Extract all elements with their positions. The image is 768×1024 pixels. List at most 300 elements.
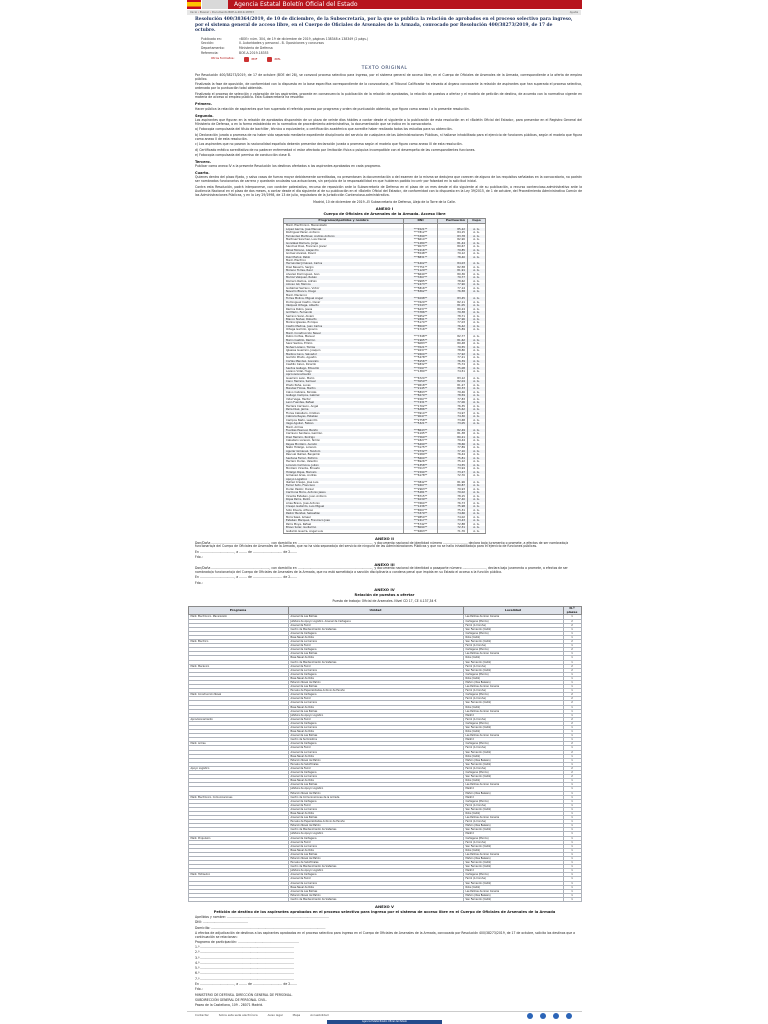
table-cell: 77,92 <box>438 353 468 356</box>
table-cell: 77,83 <box>438 398 468 401</box>
table-cell: Rota (Cádiz) <box>463 811 563 815</box>
table-cell: ***4358** <box>404 464 438 467</box>
table-cell: A. G. <box>468 276 486 279</box>
table-cell: Sanz Santos, Emilio <box>284 342 404 345</box>
table-cell: A. G. <box>468 301 486 304</box>
xml-link[interactable]: XML <box>267 57 280 62</box>
table-cell: ***9237** <box>404 349 438 352</box>
annex5-subtitle: Petición de destino de los aspirantes aprobados en el proceso selectivo para ingreso por el sistema de acceso libre en el Cuerpo de Oficiales de Arsenales de la Armada <box>213 909 556 914</box>
table-cell: González Romero, Jorge <box>284 242 404 245</box>
table-cell: A. G. <box>468 464 486 467</box>
table-cell: A. G. <box>468 432 486 435</box>
table-cell: Escuela de Especialidades Antonio de Escaño <box>288 820 463 824</box>
table-cell: ***7751** <box>404 266 438 269</box>
table-cell: Hidalgo Rojas, Marcelo <box>284 471 404 474</box>
table-cell: ***3914** <box>404 412 438 415</box>
table-cell: ***2963** <box>404 488 438 491</box>
table-cell: Base Naval de Rota <box>288 656 463 660</box>
table-cell: Vega Aguilar, Fabián <box>284 422 404 425</box>
footer-link[interactable]: Accesibilidad <box>310 1013 329 1017</box>
table-cell: Arsenal de Cartagena <box>288 873 463 877</box>
table-cell: Mant. Mecánico <box>188 664 288 668</box>
table-cell: Cartagena (Murcia) <box>463 799 563 803</box>
table-cell: San Fernando (Cádiz) <box>463 668 563 672</box>
annex5-title: ANEXO V <box>375 904 394 910</box>
table-cell: 1 <box>563 897 581 901</box>
table-cell: San Fernando (Cádiz) <box>463 775 563 779</box>
table-cell: A. G. <box>468 491 486 494</box>
table-cell: Cartagena (Murcia) <box>463 619 563 623</box>
table-cell: Centro de Comunicaciones de la Armada <box>288 795 463 799</box>
annex5-line: 5.º ............................................................................................... <box>195 966 294 971</box>
help-link[interactable]: Ayuda <box>569 9 578 14</box>
table-cell: 1 <box>563 705 581 709</box>
table-cell: Cartagena (Murcia) <box>463 693 563 697</box>
table-cell: Bravo Soler, Guillermo <box>284 526 404 529</box>
table-cell: ***5893** <box>404 391 438 394</box>
table-cell: Base Naval de Rota <box>288 730 463 734</box>
table-cell <box>188 897 288 901</box>
intro-paragraphs <box>187 74 582 101</box>
table-cell: A. G. <box>468 228 486 231</box>
section-paragraph: Quienes dentro del plazo fijado, y salvo casos de fuerza mayor debidamente acreditados, no presentasen la documentación o del examen de la misma se dedujera que carecen de alguno de los requisitos señalados en la convocatoria, no podrán ser nombrados funcionarios de carrera y quedarán anuladas sus actuaciones, sin perjuicio de la responsabilidad en que hubieran podido incurrir por falsedad en la solicitud inicial. <box>195 175 582 184</box>
table-cell: Castillo Calvo, Ricardo <box>284 363 404 366</box>
table-cell: Arsenal de Cartagena <box>288 799 463 803</box>
table-cell: 2 <box>563 648 581 652</box>
table-cell: 2 <box>563 766 581 770</box>
breadcrumb-separator: › <box>209 9 212 14</box>
footer-strip: Agencia Estatal Boletín Oficial del Estado <box>327 1020 442 1024</box>
table-cell: ***8094** <box>404 526 438 529</box>
table-cell: Caballero Lorenzo, Simón <box>284 439 404 442</box>
table-cell: Garrido Prieto, Agustín <box>284 356 404 359</box>
table-cell: 81,27 <box>438 384 468 387</box>
table-cell: A. G. <box>468 363 486 366</box>
table-cell: ***6386** <box>404 408 438 411</box>
table-cell: Prieto Peña, Lucas <box>284 384 404 387</box>
table-cell: 81,91 <box>438 269 468 272</box>
footer-link[interactable]: Contactar <box>195 1013 209 1017</box>
table-cell: 77,89 <box>438 446 468 449</box>
table-cell: Arsenal de La Carraca <box>288 701 463 705</box>
table-cell: ***2604** <box>404 353 438 356</box>
document-metadata <box>201 37 582 56</box>
facebook-icon[interactable] <box>540 1013 546 1019</box>
table-cell: ***4039** <box>404 498 438 501</box>
table-cell: 1 <box>563 734 581 738</box>
footer-link[interactable]: Aviso legal <box>267 1013 283 1017</box>
table-cell: 1 <box>563 893 581 897</box>
table-cell: A. G. <box>468 394 486 397</box>
annex3-line: Don/Doña ..........................................................., con domicilio en ............................................................................, y documento nacional de identidad o pasaporte número ........................, declara bajo juramento o promete, a efectos de ser nombrado/a funcionario/a del Cuerpo de Oficiales de Arsenales de la Armada, que no está sometido/a a sanción disciplinaria o condena penal que impida en su Estado el acceso a la función pública. <box>195 566 568 575</box>
table-cell: 2 <box>563 664 581 668</box>
table-cell: 71,76 <box>438 530 468 534</box>
annex5-line: MINISTERIO DE DEFENSA. DIRECCIÓN GENERAL DE PERSONAL. <box>195 992 293 997</box>
table-cell: Ibáñez Crespo, José Luis <box>284 481 404 484</box>
table-cell: Las Palmas de Gran Canaria <box>463 685 563 689</box>
annex5-line: 7.º ............................................................................................... <box>195 976 294 981</box>
annex4-caption: Puesto de trabajo: Oficial de Arsenales. Nivel CD 17, CE 4.137,34 € <box>332 599 437 604</box>
section-paragraph: Los aspirantes que figuran en la relación de aprobados dispondrán de un plazo de veinte días hábiles a contar desde el siguiente a la publicación de esta resolución en el «Boletín Oficial del Estado», para presentar en el Registro General del Ministerio de Defensa, o en la forma establecida en la normativa de procedimiento administrativo, la documentación que se indica en la convocatoria. <box>195 117 582 126</box>
table-cell: A. G. <box>468 283 486 286</box>
table-cell: Arsenal de La Carraca <box>288 726 463 730</box>
table-cell: 73,43 <box>438 519 468 522</box>
table-cell: ***5604** <box>404 457 438 460</box>
annex3-line: Fdo.: <box>195 580 203 585</box>
table-cell: 1 <box>563 754 581 758</box>
section-paragraph: e) Fotocopia compulsada del permiso de conducción clase B. <box>195 152 291 157</box>
table-cell: Rota (Cádiz) <box>463 730 563 734</box>
table-cell: ***5478** <box>404 356 438 359</box>
table-cell: A. G. <box>468 450 486 453</box>
metadata-key: Sección: <box>201 41 215 46</box>
table-cell: Pascual Ibáñez, Benjamín <box>284 453 404 456</box>
table-cell: 76,39 <box>438 360 468 363</box>
table-cell: 80,33 <box>438 387 468 390</box>
table-cell: ***3307** <box>404 276 438 279</box>
table-cell: Durán Pastor, Daniel <box>284 488 404 491</box>
annex3-body <box>187 567 582 585</box>
table-cell: A. G. <box>468 391 486 394</box>
table-cell: Arsenal de Las Palmas <box>288 652 463 656</box>
table-cell: Base Naval de Rota <box>288 754 463 758</box>
table-cell: 1 <box>563 881 581 885</box>
table-cell: 2 <box>563 742 581 746</box>
table-cell: Arsenal de Cartagena <box>288 631 463 635</box>
table-cell: Cano Herrera, Samuel <box>284 380 404 383</box>
breadcrumb-home[interactable]: Inicio <box>190 9 198 14</box>
table-cell: ***7560** <box>404 436 438 439</box>
table-cell: A. G. <box>468 335 486 338</box>
table-cell: 78,15 <box>438 495 468 498</box>
table-cell: 1 <box>563 730 581 734</box>
metadata-value: Ministerio de Defensa <box>239 45 273 50</box>
table-cell: ***6178** <box>404 474 438 477</box>
table-cell: 1 <box>563 885 581 889</box>
table-cell: ***6614** <box>404 238 438 241</box>
table-cell: 82,90 <box>438 238 468 241</box>
table-cell: 74,97 <box>438 412 468 415</box>
table-cell: 77,10 <box>438 450 468 453</box>
table-cell: A. G. <box>468 443 486 446</box>
annex5-line: SUBDIRECCIÓN GENERAL DE PERSONAL CIVIL. <box>195 997 267 1002</box>
table-cell: San Fernando (Cádiz) <box>463 627 563 631</box>
table-cell: 1 <box>563 820 581 824</box>
table-cell: 1 <box>563 758 581 762</box>
table-cell: Centro de Mantenimiento de Sistemas <box>288 865 463 869</box>
annex4-subtitle: Relación de puestos a ofertar <box>354 593 415 598</box>
table-cell: Mahón (Illes Balears) <box>463 791 563 795</box>
table-cell: Madrid <box>463 795 563 799</box>
table-cell: Hernández Jiménez, Carlos <box>284 262 404 265</box>
table-cell: A. G. <box>468 526 486 529</box>
xml-icon <box>267 57 272 62</box>
table-cell: Arsenal de Ferrol <box>288 877 463 881</box>
table-cell: Flores Caballero, Cristian <box>284 412 404 415</box>
twitter-icon[interactable] <box>527 1013 533 1019</box>
table-cell: 1 <box>563 762 581 766</box>
table-cell: ***2289** <box>404 453 438 456</box>
table-cell: A. G. <box>468 422 486 425</box>
table-cell: 1 <box>563 844 581 848</box>
table-cell: Reyes Montero, Aurelio <box>284 443 404 446</box>
table-cell: San Fernando (Cádiz) <box>463 861 563 865</box>
table-cell: ***2216** <box>404 249 438 252</box>
table-cell: A. G. <box>468 280 486 283</box>
table-cell: Madrid <box>463 869 563 873</box>
annex5-line: Fdo.: <box>195 987 203 992</box>
table-cell: 73,94 <box>438 467 468 470</box>
table-cell: Ferrol (A Coruña) <box>463 664 563 668</box>
metadata-value: «BOE» núm. 304, de 19 de diciembre de 2019, páginas 138348 a 138349 (2 págs.) <box>239 36 368 41</box>
table-cell: Arsenal de Ferrol <box>288 644 463 648</box>
table-cell: Estación Naval de Mahón <box>288 857 463 861</box>
table-cell: A. G. <box>468 516 486 519</box>
annex5-line: A efectos de adjudicación de destinos a los aspirantes aprobados en el proceso selectivo para ingreso en el Cuerpo de Oficiales de Arsenales de la Armada, convocado por Resolución 400/38273/2019, de 17 de octubre, solicita los destinos que a continuación se relacionan: <box>195 930 576 939</box>
table-cell: Base Naval de Rota <box>288 676 463 680</box>
approved-list-table <box>283 218 486 534</box>
pdf-link[interactable]: PDF <box>244 57 257 62</box>
annex2-title: ANEXO II <box>375 536 394 542</box>
table-cell: ***3842** <box>404 481 438 484</box>
table-cell: Campos Nieto, Leandro <box>284 419 404 422</box>
table-cell: San Fernando (Cádiz) <box>463 844 563 848</box>
table-cell: San Fernando (Cádiz) <box>463 828 563 832</box>
table-cell: 79,93 <box>438 488 468 491</box>
table-cell: Parra Moya, Rafael <box>284 523 404 526</box>
table-cell: Mant. Propulsión <box>188 836 288 840</box>
table-cell: 1 <box>563 824 581 828</box>
table-cell: Escuela de Especialidades Antonio de Escaño <box>288 689 463 693</box>
col-header-unit: Unidad <box>288 607 463 615</box>
table-cell: 1 <box>563 787 581 791</box>
table-cell: Cartagena (Murcia) <box>463 648 563 652</box>
table-cell: 84,15 <box>438 231 468 234</box>
signature: Madrid, 10 de diciembre de 2019.–El Subsecretario de Defensa, Alejo de la Torre de la Calle. <box>313 199 456 204</box>
table-cell: A. G. <box>468 297 486 300</box>
table-cell: 74,66 <box>438 512 468 515</box>
table-cell: A. G. <box>468 231 486 234</box>
table-cell: Mant. Mecánico <box>284 294 404 297</box>
table-cell: Ferrol (A Coruña) <box>463 803 563 807</box>
table-cell: A. G. <box>468 238 486 241</box>
table-cell: A. G. <box>468 439 486 442</box>
table-cell: 1 <box>563 877 581 881</box>
table-cell: Mant. Construcción Naval <box>284 332 404 335</box>
breadcrumb-separator: › <box>197 9 200 14</box>
table-cell: San Fernando (Cádiz) <box>463 897 563 901</box>
table-cell: 1 <box>563 660 581 664</box>
table-cell: 79,38 <box>438 311 468 314</box>
table-cell: 79,46 <box>438 391 468 394</box>
table-cell: Las Palmas de Gran Canaria <box>463 709 563 713</box>
table-row <box>188 897 581 901</box>
table-cell: Base Naval de Rota <box>288 811 463 815</box>
breadcrumb-search[interactable]: Buscar <box>199 9 210 14</box>
table-cell: ***2417** <box>404 519 438 522</box>
spain-flag-logo[interactable] <box>187 0 201 9</box>
table-cell: A. G. <box>468 523 486 526</box>
footer-link[interactable]: Mapa <box>292 1013 301 1017</box>
rss-icon[interactable] <box>566 1013 572 1019</box>
original-text-heading: TEXTO ORIGINAL <box>361 66 408 72</box>
table-cell: Mahón (Illes Balears) <box>463 680 563 684</box>
table-cell: Aguilar Giménez, Teodoro <box>284 450 404 453</box>
table-cell: San Fernando (Cádiz) <box>463 726 563 730</box>
table-cell: A. G. <box>468 446 486 449</box>
table-cell: 80,24 <box>438 308 468 311</box>
table-cell: Base Naval de Rota <box>288 635 463 639</box>
table-cell: A. G. <box>468 488 486 491</box>
table-cell: 79,02 <box>438 491 468 494</box>
table-cell: 75,12 <box>438 460 468 463</box>
table-cell: 82,04 <box>438 380 468 383</box>
table-cell: Carrasco Santana, Germán <box>284 432 404 435</box>
table-cell: 2 <box>563 721 581 725</box>
annex5-line: 1.º ............................................................................................... <box>195 945 294 950</box>
footer-link[interactable]: Sobre esta sede electrónica <box>218 1013 258 1017</box>
table-cell: Medina Cano, Salvador <box>284 353 404 356</box>
col-header-program: Programa <box>188 607 288 615</box>
table-cell: Centro de Mantenimiento de Sistemas <box>288 828 463 832</box>
table-cell: 2 <box>563 717 581 721</box>
annex5-line: Apellidos y nombre: ........................................................................................................ <box>195 915 330 920</box>
section-heading: Cuarto. <box>195 171 210 176</box>
table-cell: A. G. <box>468 325 486 328</box>
table-cell: Base Naval de Rota <box>288 779 463 783</box>
table-cell: 75,62 <box>438 408 468 411</box>
table-cell: Arsenal de Las Palmas <box>288 685 463 689</box>
table-cell: Cartagena (Murcia) <box>463 721 563 725</box>
table-cell: 72,31 <box>438 526 468 529</box>
table-cell: Arsenal de Las Palmas <box>288 889 463 893</box>
table-cell: A. G. <box>468 266 486 269</box>
table-cell: ***9407** <box>404 484 438 487</box>
table-cell: Alonso Gil, Marcos <box>284 283 404 286</box>
table-cell: Rodríguez Pérez, Antonio <box>284 231 404 234</box>
table-cell: San Fernando (Cádiz) <box>463 701 563 705</box>
table-cell: ***4663** <box>404 530 438 534</box>
table-cell: Arsenal de Cartagena <box>288 672 463 676</box>
table-cell: Mant. Eléctrico <box>284 259 404 262</box>
table-cell: ***7664** <box>404 502 438 505</box>
table-cell: Arsenal de La Carraca <box>288 844 463 848</box>
table-cell: 1 <box>563 676 581 680</box>
table-cell: Rota (Cádiz) <box>463 754 563 758</box>
table-cell: Base Naval de Rota <box>288 705 463 709</box>
table-cell: 76,44 <box>438 453 468 456</box>
table-cell: 77,40 <box>438 498 468 501</box>
annex1-subtitle: Cuerpo de Oficiales de Arsenales de la Armada. Acceso libre <box>323 211 446 216</box>
table-cell: Mant. Electrónico. Mecanizado <box>284 224 404 228</box>
table-cell: Arsenal de Ferrol <box>288 803 463 807</box>
table-cell: Base Naval de Rota <box>288 848 463 852</box>
table-cell: Crespo Gallardo, Luis Miguel <box>284 505 404 508</box>
table-cell: San Fernando (Cádiz) <box>463 807 563 811</box>
table-cell: 75,74 <box>438 363 468 366</box>
table-cell: Centro de Mantenimiento de Sistemas <box>288 897 463 901</box>
table-cell: A. G. <box>468 321 486 324</box>
table-cell: San Fernando (Cádiz) <box>463 881 563 885</box>
table-cell: 79,77 <box>438 276 468 279</box>
table-cell: ***7431** <box>404 401 438 404</box>
table-cell: A. G. <box>468 408 486 411</box>
table-cell: 78,40 <box>438 256 468 259</box>
table-cell: ***2473** <box>404 283 438 286</box>
table-cell: A. G. <box>468 304 486 307</box>
table-cell: Arsenal de Las Palmas <box>288 852 463 856</box>
table-cell: 75,31 <box>438 509 468 512</box>
table-cell: A. G. <box>468 256 486 259</box>
table-cell: Mahón (Illes Balears) <box>463 893 563 897</box>
table-cell: Calvo Cabrera, Nicolás <box>284 391 404 394</box>
table-cell: Blanco Núñez, Roberto <box>284 318 404 321</box>
table-cell: Mant. Hidráulico <box>188 873 288 877</box>
agency-title[interactable]: Agencia Estatal Boletín Oficial del Estado <box>228 0 582 9</box>
table-cell: 1 <box>563 861 581 865</box>
table-cell: ***1827** <box>404 439 438 442</box>
table-cell: ***4832** <box>404 363 438 366</box>
metadata-value: BOE-A-2019-18353 <box>239 50 269 55</box>
annex5-line: 2.º ............................................................................................... <box>195 950 294 955</box>
table-cell: 1 <box>563 816 581 820</box>
table-cell: Estación Naval de Mahón <box>288 791 463 795</box>
youtube-icon[interactable] <box>553 1013 559 1019</box>
table-cell: Santana Ferrer, Patricio <box>284 457 404 460</box>
table-cell: Madrid <box>463 713 563 717</box>
table-cell: Estación Naval de Mahón <box>288 680 463 684</box>
table-cell: San Fernando (Cádiz) <box>463 640 563 644</box>
table-cell: Arsenal de Las Palmas <box>288 615 463 619</box>
table-cell: Romero Ramos, Adrián <box>284 280 404 283</box>
table-cell: ***1284** <box>404 242 438 245</box>
table-cell: 1 <box>563 779 581 783</box>
table-cell: ***9073** <box>404 245 438 248</box>
table-cell: A. G. <box>468 530 486 534</box>
table-cell: Mant. Electrónico. Comunicaciones <box>188 795 288 799</box>
table-cell: 79,85 <box>438 249 468 252</box>
table-cell: 1 <box>563 680 581 684</box>
table-cell: Mora Sáez, Ismael <box>284 516 404 519</box>
table-cell: Arsenal de Las Palmas <box>288 816 463 820</box>
table-cell: A. G. <box>468 353 486 356</box>
table-cell: Montero Vicente, Ernesto <box>284 467 404 470</box>
table-cell: Escuela de Suboficiales <box>288 762 463 766</box>
table-cell: Arsenal de Cartagena <box>288 721 463 725</box>
intro-paragraph: Por Resolución 400/38273/2019, de 17 de octubre (BOE del 28), se convocó proceso selectivo para ingreso, por el sistema general de acceso libre, en el Cuerpo de Oficiales de Arsenales de la Armada, correspondiente a la oferta de empleo público. <box>195 72 582 81</box>
table-cell: Arsenal de Ferrol <box>288 623 463 627</box>
table-cell: 75,98 <box>438 505 468 508</box>
table-cell: Muñoz Vázquez, Rubén <box>284 276 404 279</box>
table-cell: Méndez Flores, Martín <box>284 387 404 390</box>
ministry-logo[interactable] <box>202 0 228 9</box>
annex2-body <box>187 542 582 560</box>
table-cell: Arsenal de Ferrol <box>288 717 463 721</box>
col-header-quota: Cupo <box>468 219 486 224</box>
metadata-key: Departamento: <box>201 45 225 50</box>
table-cell: A. G. <box>468 242 486 245</box>
annex3-line: En ..................................., a ........ de .............................. de 2....... <box>195 575 298 580</box>
table-cell: Madrid <box>463 787 563 791</box>
table-cell: Las Palmas de Gran Canaria <box>463 852 563 856</box>
table-cell: 1 <box>563 791 581 795</box>
social-links <box>527 1013 572 1019</box>
table-cell: 73,27 <box>438 471 468 474</box>
table-cell: Cartagena (Murcia) <box>463 873 563 877</box>
table-cell: 79,12 <box>438 252 468 255</box>
footer-links <box>187 1012 582 1017</box>
table-cell: López García, José Manuel <box>284 228 404 231</box>
